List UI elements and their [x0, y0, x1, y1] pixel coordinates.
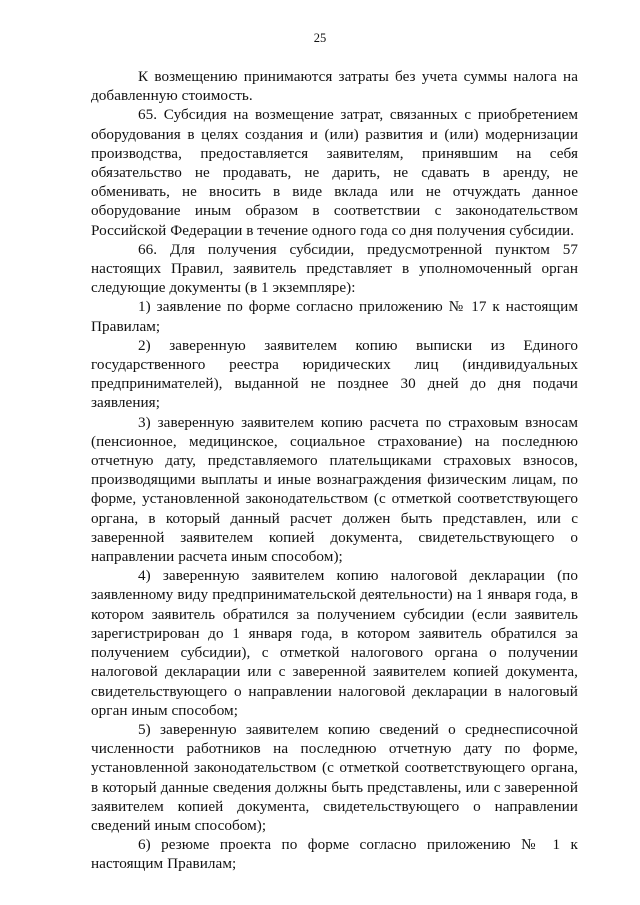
paragraph-65: 65. Субсидия на возмещение затрат, связанных с приобретением оборудования в целях создания и (или) развития и (или) модернизации производства, предоставляется заявителям, принявшим на себя обязательство не продавать, не дарить, не сдавать в аренду, не обменивать, не вносить в виде вклада или не отчуждать данное оборудование иным образом в соответствии с законодательством Российской Федерации в течение одного года со дня получения субсидии.: [91, 106, 578, 239]
list-item-1: 1) заявление по форме согласно приложению № 17 к настоящим Правилам;: [91, 298, 578, 335]
list-item-5: 5) заверенную заявителем копию сведений о среднесписочной численности работников на последнюю отчетную дату по форме, установленной законодательством (с отметкой соответствующего органа, в который данные сведения должны быть представлены, или с заверенной заявителем копией документа, свидетельствующего о направлении сведений иным способом);: [91, 720, 578, 834]
paragraph-66: 66. Для получения субсидии, предусмотренной пунктом 57 настоящих Правил, заявитель представляет в уполномоченный орган следующие документы (в 1 экземпляре):: [91, 240, 578, 297]
list-item-2: 2) заверенную заявителем копию выписки из Единого государственного реестра юридических лиц (индивидуальных предпринимателей), выданной не позднее 30 дней до дня подачи заявления;: [91, 336, 578, 412]
document-body: [91, 67, 578, 874]
page-number: 25: [313, 31, 327, 45]
list-item-6: 6) резюме проекта по форме согласно приложению № 1 к настоящим Правилам;: [91, 836, 578, 873]
list-item-3: 3) заверенную заявителем копию расчета по страховым взносам (пенсионное, медицинское, социальное страхование) на последнюю отчетную дату, представляемого плательщиками страховых взносов, производящими выплаты и иные вознаграждения физическим лицам, по форме, установленной законодательством (с отметкой соответствующего органа, в который данный расчет должен быть представлен, или с заверенной заявителем копией документа, свидетельствующего о направлении расчета иным способом);: [91, 413, 578, 566]
list-item-4: 4) заверенную заявителем копию налоговой декларации (по заявленному виду предпринимательской деятельности) на 1 января года, в котором заявитель обратился за получением субсидии (если заявитель зарегистрирован до 1 января года, в котором заявитель обратился за получением субсидии), с отметкой налогового органа о получении налоговой декларации или с заверенной заявителем копией документа, свидетельствующего о направлении налоговой декларации в налоговый орган иным способом;: [91, 567, 578, 719]
paragraph-vat-note: К возмещению принимаются затраты без учета суммы налога на добавленную стоимость.: [91, 68, 578, 105]
